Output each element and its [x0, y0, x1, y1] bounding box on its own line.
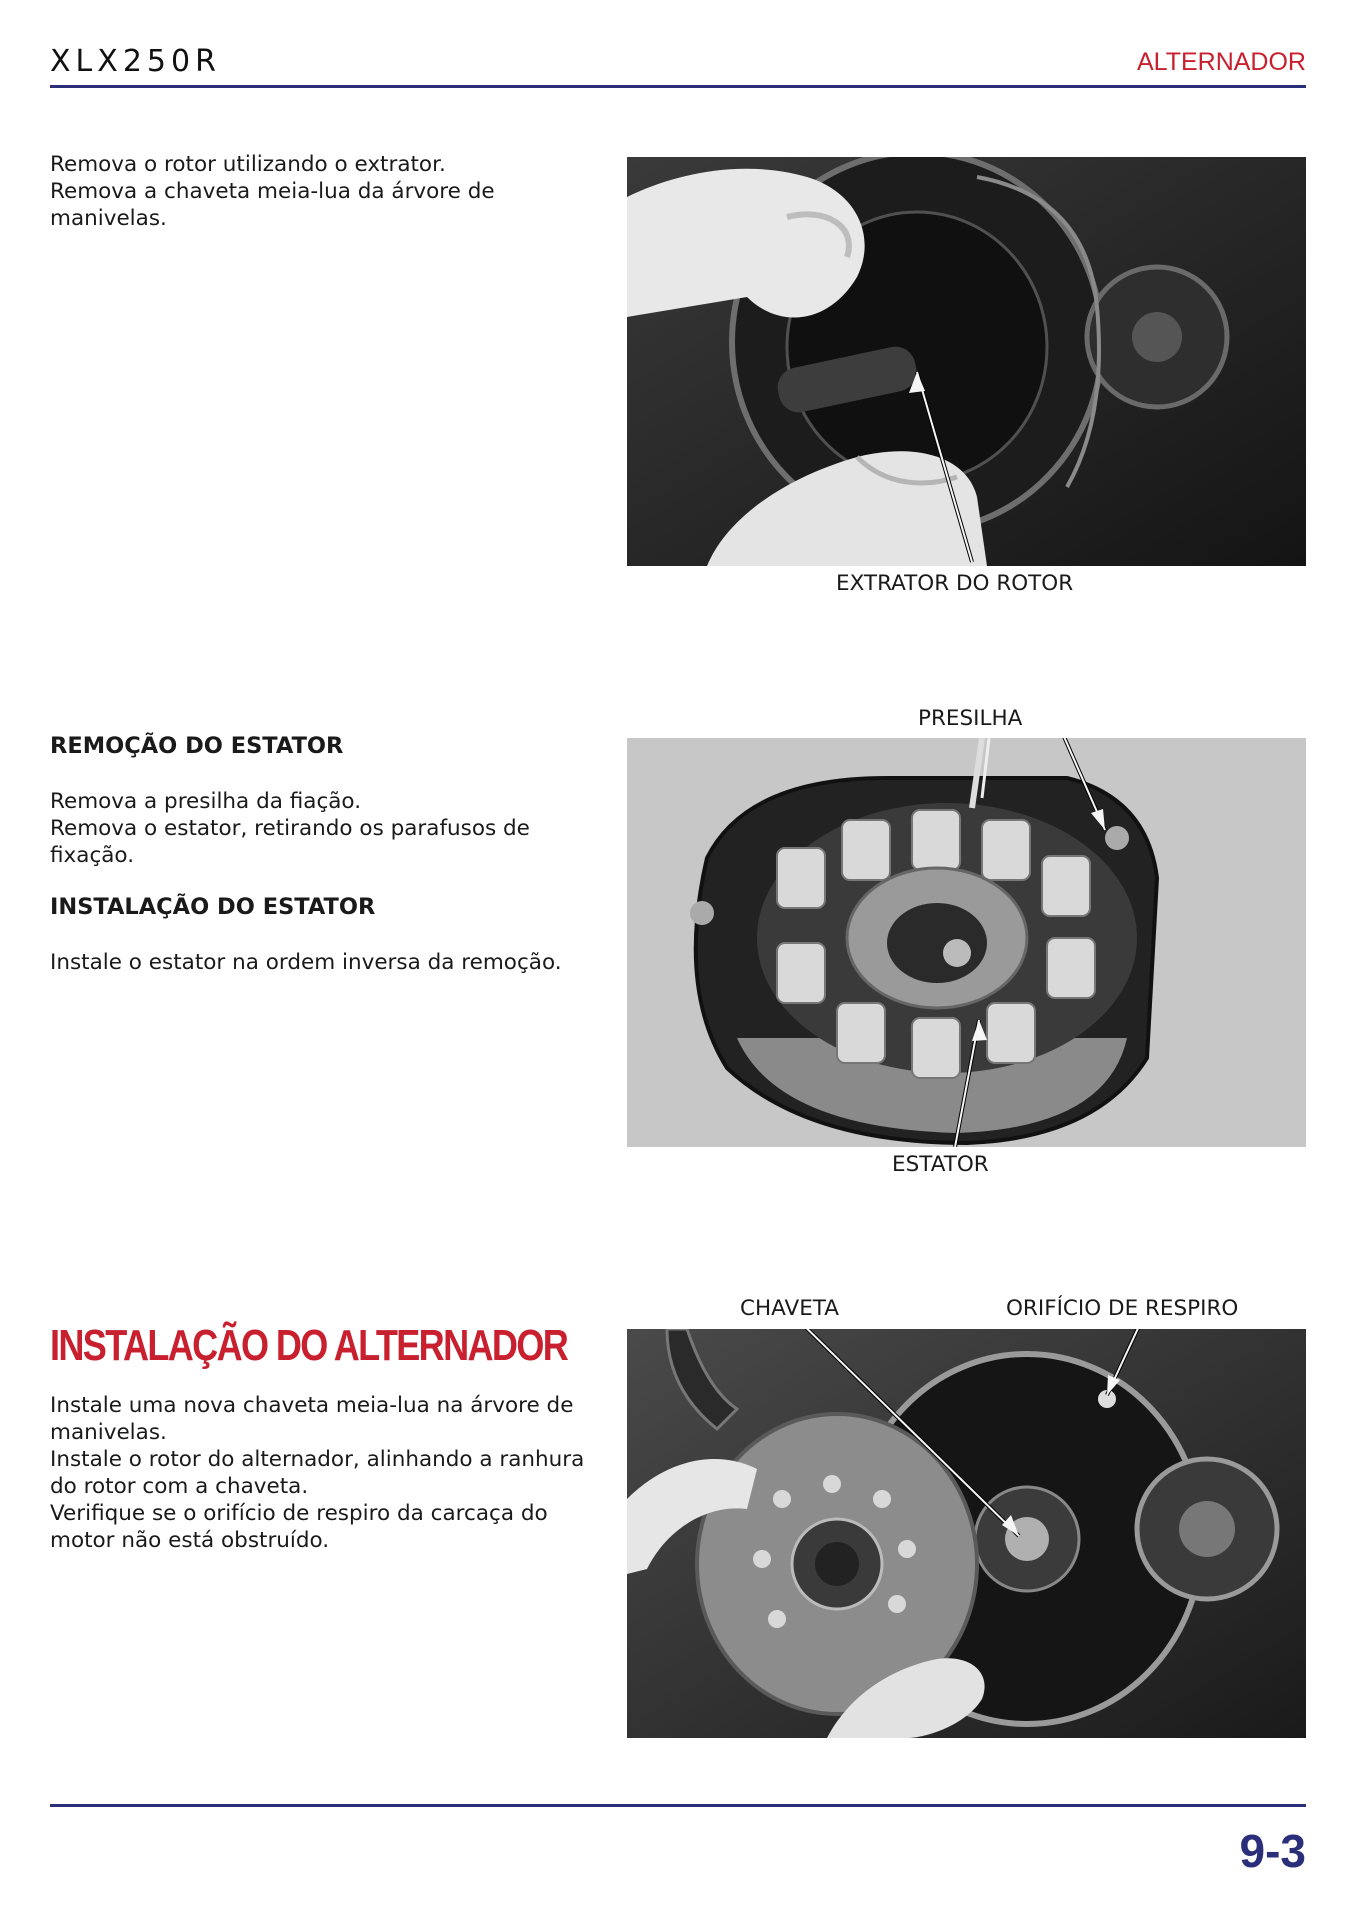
caption-key: CHAVETA [740, 1296, 839, 1321]
heading-stator-install: INSTALAÇÃO DO ESTATOR [50, 894, 376, 920]
text-line: manivelas. [50, 206, 167, 231]
section-title: ALTERNADOR [1136, 48, 1306, 76]
caption-stator: ESTATOR [892, 1152, 989, 1177]
page-number: 9-3 [1239, 1825, 1306, 1877]
alternator-install-photo [627, 1329, 1306, 1738]
heading-stator-removal: REMOÇÃO DO ESTATOR [50, 733, 344, 759]
text-line: Remova a chaveta meia-lua da árvore de [50, 179, 495, 204]
heading-alternator-install: INSTALAÇÃO DO ALTERNADOR [50, 1321, 568, 1370]
text-line: Instale o rotor do alternador, alinhando a ranhura [50, 1447, 585, 1472]
caption-breather-hole: ORIFÍCIO DE RESPIRO [1006, 1296, 1239, 1321]
text-line: Instale uma nova chaveta meia-lua na árvore de [50, 1393, 574, 1418]
caption-rotor-puller: EXTRATOR DO ROTOR [836, 571, 1074, 596]
footer-rule [50, 1804, 1306, 1807]
text-line: do rotor com a chaveta. [50, 1474, 309, 1499]
text-line: Verifique se o orifício de respiro da carcaça do [50, 1501, 548, 1526]
text-line: fixação. [50, 843, 135, 868]
rotor-removal-text [50, 151, 495, 232]
alternator-install-text [50, 1392, 584, 1554]
caption-wire-clip: PRESILHA [918, 706, 1023, 731]
rotor-puller-photo [627, 157, 1306, 566]
text-line: manivelas. [50, 1420, 167, 1445]
text-line: Instale o estator na ordem inversa da remoção. [50, 950, 562, 975]
header-rule [50, 85, 1306, 88]
text-line: Remova o estator, retirando os parafusos de [50, 816, 530, 841]
text-line: Remova a presilha da fiação. [50, 789, 362, 814]
stator-install-text [50, 949, 562, 976]
text-line: motor não está obstruído. [50, 1528, 330, 1553]
manual-model-title: XLX250R [50, 44, 221, 79]
text-line: Remova o rotor utilizando o extrator. [50, 152, 446, 177]
stator-photo [627, 738, 1306, 1147]
stator-removal-text [50, 788, 530, 869]
